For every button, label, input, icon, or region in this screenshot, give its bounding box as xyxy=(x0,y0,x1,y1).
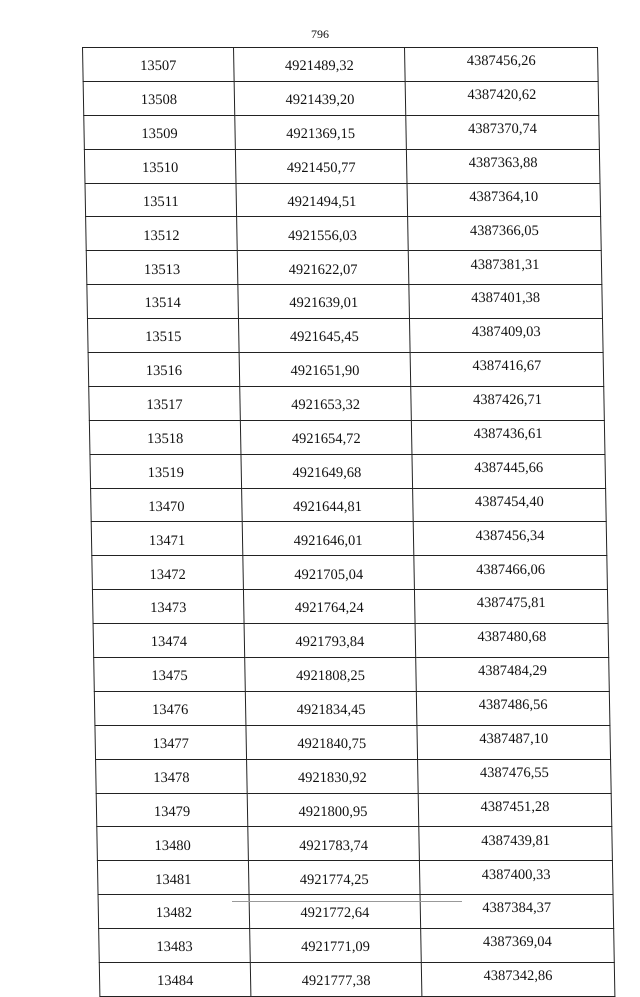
y-coordinate-cell: 4387416,67 xyxy=(410,353,604,387)
point-id-cell: 13482 xyxy=(98,895,250,929)
y-coordinate-cell: 4387439,81 xyxy=(419,827,613,861)
y-coordinate-cell: 4387484,29 xyxy=(416,658,610,692)
y-coordinate-cell: 4387475,81 xyxy=(414,590,608,624)
x-coordinate-cell: 4921774,25 xyxy=(248,861,420,895)
table-row xyxy=(89,386,605,420)
x-coordinate-cell: 4921450,77 xyxy=(235,149,407,183)
y-coordinate-cell: 4387369,04 xyxy=(421,929,615,963)
table-row xyxy=(99,963,615,997)
table-row xyxy=(84,149,600,183)
table-row xyxy=(85,183,601,217)
table-row xyxy=(91,522,607,556)
y-coordinate-cell: 4387456,26 xyxy=(405,48,599,82)
table-row xyxy=(91,488,607,522)
x-coordinate-cell: 4921653,32 xyxy=(240,386,412,420)
point-id-cell: 13517 xyxy=(89,386,241,420)
table-row xyxy=(87,285,603,319)
point-id-cell: 13512 xyxy=(86,217,238,251)
table-row xyxy=(96,759,612,793)
table-row xyxy=(99,929,615,963)
point-id-cell: 13516 xyxy=(88,353,240,387)
point-id-cell: 13477 xyxy=(95,725,247,759)
bottom-rule xyxy=(232,901,462,902)
point-id-cell: 13479 xyxy=(96,793,248,827)
point-id-cell: 13508 xyxy=(83,81,235,115)
y-coordinate-cell: 4387466,06 xyxy=(414,556,608,590)
y-coordinate-cell: 4387409,03 xyxy=(409,319,603,353)
y-coordinate-cell: 4387456,34 xyxy=(413,522,607,556)
point-id-cell: 13484 xyxy=(99,963,251,997)
y-coordinate-cell: 4387381,31 xyxy=(408,251,602,285)
table-row xyxy=(96,793,612,827)
x-coordinate-cell: 4921489,32 xyxy=(234,48,406,82)
table-row xyxy=(92,590,608,624)
table-row xyxy=(89,420,605,454)
x-coordinate-cell: 4921705,04 xyxy=(243,556,415,590)
page-number: 796 xyxy=(311,27,329,41)
x-coordinate-cell: 4921556,03 xyxy=(237,217,409,251)
y-coordinate-cell: 4387426,71 xyxy=(411,386,605,420)
table-row xyxy=(83,81,599,115)
point-id-cell: 13471 xyxy=(91,522,243,556)
point-id-cell: 13473 xyxy=(92,590,244,624)
table-row xyxy=(95,725,611,759)
y-coordinate-cell: 4387342,86 xyxy=(421,963,615,997)
x-coordinate-cell: 4921654,72 xyxy=(240,420,412,454)
table-row xyxy=(97,861,613,895)
y-coordinate-cell: 4387436,61 xyxy=(411,420,605,454)
table-row xyxy=(92,556,608,590)
point-id-cell: 13507 xyxy=(83,48,235,82)
x-coordinate-cell: 4921840,75 xyxy=(246,725,418,759)
y-coordinate-cell: 4387364,10 xyxy=(407,183,601,217)
table-row xyxy=(94,691,610,725)
x-coordinate-cell: 4921646,01 xyxy=(242,522,414,556)
table-row xyxy=(94,658,610,692)
table-row xyxy=(83,48,599,82)
table-row xyxy=(86,217,602,251)
y-coordinate-cell: 4387366,05 xyxy=(408,217,602,251)
table-row xyxy=(93,624,609,658)
x-coordinate-cell: 4921764,24 xyxy=(243,590,415,624)
point-id-cell: 13481 xyxy=(97,861,249,895)
x-coordinate-cell: 4921777,38 xyxy=(250,963,422,997)
point-id-cell: 13478 xyxy=(96,759,248,793)
table-row xyxy=(86,251,602,285)
x-coordinate-cell: 4921808,25 xyxy=(245,658,417,692)
point-id-cell: 13475 xyxy=(94,658,246,692)
point-id-cell: 13480 xyxy=(97,827,249,861)
table-row xyxy=(88,353,604,387)
x-coordinate-cell: 4921772,64 xyxy=(249,895,421,929)
table-row xyxy=(97,827,613,861)
point-id-cell: 13470 xyxy=(91,488,243,522)
y-coordinate-cell: 4387486,56 xyxy=(416,691,610,725)
point-id-cell: 13483 xyxy=(99,929,251,963)
x-coordinate-cell: 4921494,51 xyxy=(236,183,408,217)
y-coordinate-cell: 4387487,10 xyxy=(417,725,611,759)
y-coordinate-cell: 4387401,38 xyxy=(409,285,603,319)
point-id-cell: 13518 xyxy=(89,420,241,454)
point-id-cell: 13476 xyxy=(94,691,246,725)
point-id-cell: 13510 xyxy=(84,149,236,183)
x-coordinate-cell: 4921639,01 xyxy=(238,285,410,319)
x-coordinate-cell: 4921622,07 xyxy=(237,251,409,285)
point-id-cell: 13515 xyxy=(87,319,239,353)
x-coordinate-cell: 4921793,84 xyxy=(244,624,416,658)
table-row xyxy=(87,319,603,353)
x-coordinate-cell: 4921369,15 xyxy=(235,115,407,149)
table-body xyxy=(83,48,615,997)
table-row xyxy=(90,454,606,488)
point-id-cell: 13472 xyxy=(92,556,244,590)
y-coordinate-cell: 4387363,88 xyxy=(406,149,600,183)
x-coordinate-cell: 4921644,81 xyxy=(242,488,414,522)
x-coordinate-cell: 4921771,09 xyxy=(250,929,422,963)
x-coordinate-cell: 4921834,45 xyxy=(245,691,417,725)
y-coordinate-cell: 4387370,74 xyxy=(406,115,600,149)
y-coordinate-cell: 4387454,40 xyxy=(413,488,607,522)
point-id-cell: 13511 xyxy=(85,183,237,217)
table-row xyxy=(98,895,614,929)
x-coordinate-cell: 4921439,20 xyxy=(234,81,406,115)
x-coordinate-cell: 4921800,95 xyxy=(247,793,419,827)
y-coordinate-cell: 4387480,68 xyxy=(415,624,609,658)
point-id-cell: 13509 xyxy=(84,115,236,149)
y-coordinate-cell: 4387445,66 xyxy=(412,454,606,488)
x-coordinate-cell: 4921830,92 xyxy=(247,759,419,793)
point-id-cell: 13514 xyxy=(87,285,239,319)
x-coordinate-cell: 4921645,45 xyxy=(238,319,410,353)
y-coordinate-cell: 4387384,37 xyxy=(420,895,614,929)
y-coordinate-cell: 4387400,33 xyxy=(419,861,613,895)
y-coordinate-cell: 4387451,28 xyxy=(418,793,612,827)
x-coordinate-cell: 4921783,74 xyxy=(248,827,420,861)
x-coordinate-cell: 4921649,68 xyxy=(241,454,413,488)
table-row xyxy=(84,115,600,149)
point-id-cell: 13519 xyxy=(90,454,242,488)
coordinates-table xyxy=(82,47,615,997)
y-coordinate-cell: 4387476,55 xyxy=(418,759,612,793)
y-coordinate-cell: 4387420,62 xyxy=(405,81,599,115)
point-id-cell: 13474 xyxy=(93,624,245,658)
point-id-cell: 13513 xyxy=(86,251,238,285)
x-coordinate-cell: 4921651,90 xyxy=(239,353,411,387)
